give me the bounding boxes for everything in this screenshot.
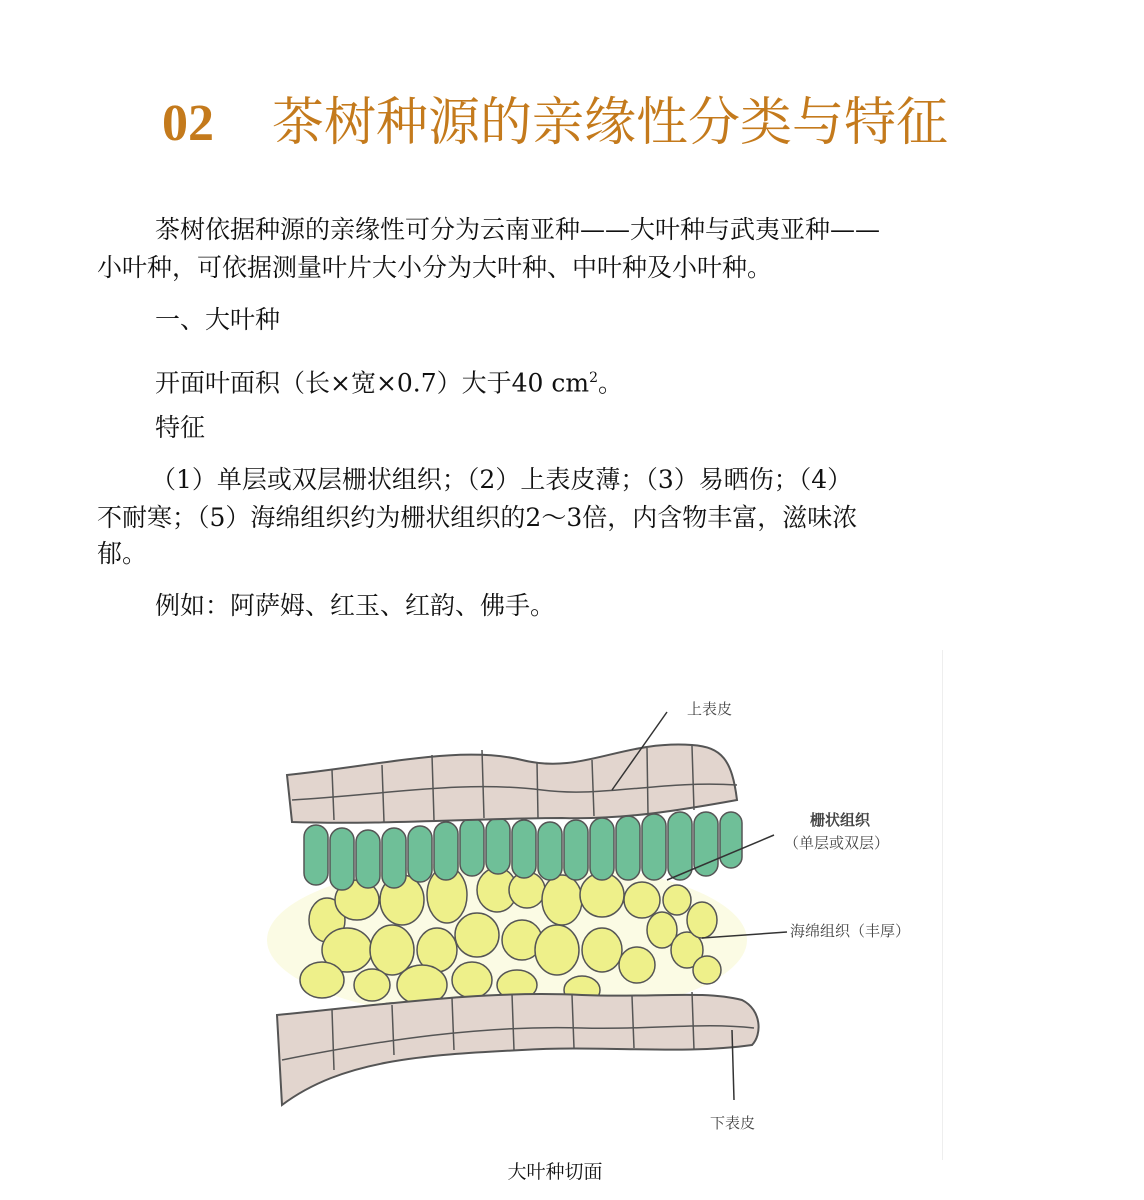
palisade-cell [304, 825, 328, 885]
chapter-title: 茶树种源的亲缘性分类与特征 [271, 93, 948, 153]
palisade-cell [408, 826, 432, 882]
spongy-cell [455, 913, 499, 957]
spongy-cell [370, 925, 414, 975]
palisade-cell [590, 818, 614, 880]
leaf-cross-section-figure [262, 650, 943, 1160]
intro-line-2: 小叶种，可依据测量叶片大小分为大叶种、中叶种及小叶种。 [97, 253, 773, 282]
palisade-cell [564, 820, 588, 880]
label-palisade: 栅状组织 [810, 811, 871, 829]
palisade-cell [356, 830, 380, 888]
intro-line-1: 茶树依据种源的亲缘性可分为云南亚种——大叶种与武夷亚种—— [155, 215, 881, 244]
label-lower-epidermis: 下表皮 [710, 1114, 756, 1132]
palisade-cell [642, 814, 666, 880]
spongy-cell [663, 885, 691, 915]
features-line-1: （1）单层或双层栅状组织；（2）上表皮薄；（3）易晒伤；（4） [151, 465, 853, 494]
palisade-cell [460, 818, 484, 876]
palisade-tissue [304, 812, 742, 890]
spongy-cell [300, 962, 344, 998]
spongy-cell [619, 947, 655, 983]
palisade-cell [382, 828, 406, 888]
spongy-cell [687, 902, 717, 938]
spongy-cell [535, 925, 579, 975]
palisade-cell [538, 822, 562, 880]
palisade-cell [486, 818, 510, 874]
spongy-cell [624, 882, 660, 918]
palisade-cell [512, 820, 536, 878]
page-title [0, 88, 1110, 159]
upper-epidermis [287, 745, 737, 823]
palisade-cell [434, 822, 458, 880]
palisade-cell [668, 812, 692, 880]
palisade-cell [720, 812, 742, 868]
examples-text: 例如：阿萨姆、红玉、红韵、佛手。 [155, 591, 556, 620]
spongy-cell [693, 956, 721, 984]
leaf-area-superscript: 2 [589, 370, 599, 386]
leaf-area-end: 。 [598, 368, 624, 398]
label-upper-epidermis: 上表皮 [687, 700, 733, 718]
features-line-3: 郁。 [97, 539, 148, 568]
spongy-cell [582, 928, 622, 972]
lower-epidermis [277, 992, 759, 1105]
palisade-cell [330, 828, 354, 890]
palisade-cell [616, 816, 640, 880]
leaf-area-main: 开面叶面积（长×宽×0.7）大于40 cm [155, 368, 590, 398]
leaf-area-text [97, 360, 1075, 401]
label-palisade-note: （单层或双层） [784, 834, 890, 852]
chapter-number: 02 [161, 95, 214, 152]
figure-caption: 大叶种切面 [507, 1161, 603, 1183]
features-heading: 特征 [155, 413, 206, 442]
section-heading: 一、大叶种 [155, 305, 281, 334]
features-line-2: 不耐寒；（5）海绵组织约为栅状组织的2～3倍，内含物丰富，滋味浓 [97, 503, 858, 532]
spongy-cell [452, 962, 492, 998]
spongy-cell [354, 969, 390, 1001]
spongy-cell [542, 875, 582, 925]
label-spongy: 海绵组织（丰厚） [790, 922, 911, 940]
